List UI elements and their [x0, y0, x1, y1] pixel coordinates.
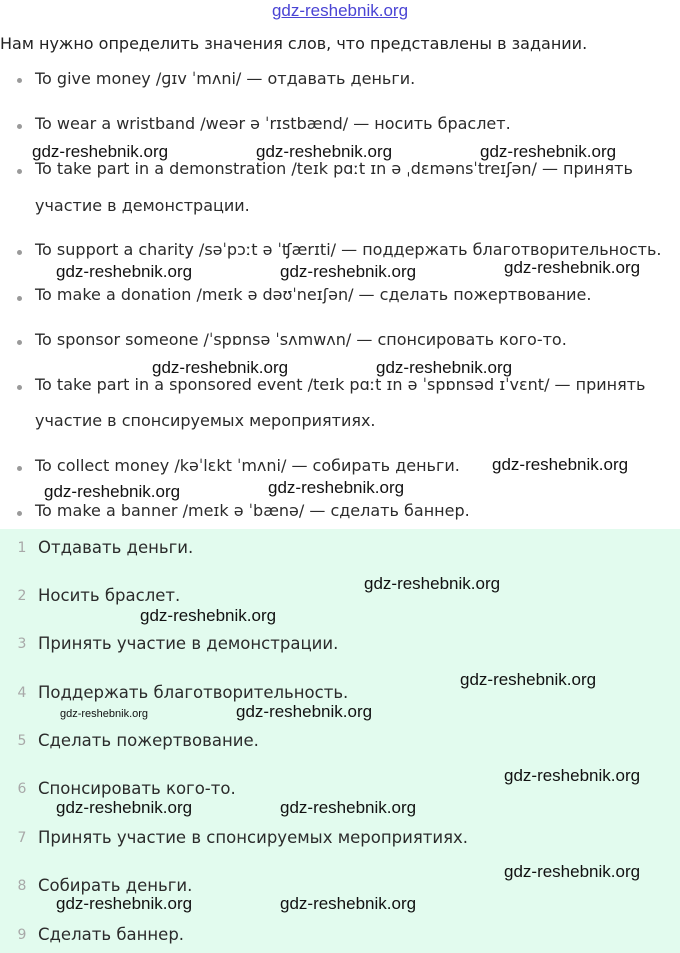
answer-text: Собирать деньги. — [38, 876, 193, 895]
watermark: gdz-reshebnik.org — [504, 258, 641, 277]
watermark: gdz-reshebnik.org — [280, 798, 417, 817]
intro-text: Нам нужно определить значения слов, что представлены в задании. — [0, 34, 588, 53]
watermark: gdz-reshebnik.org — [60, 708, 149, 720]
bullet-dot — [17, 466, 22, 471]
answer-number: 6 — [17, 781, 27, 797]
watermark: gdz-reshebnik.org — [492, 455, 629, 474]
bullet-dot — [17, 296, 22, 301]
watermark: gdz-reshebnik.org — [504, 766, 641, 785]
watermark: gdz-reshebnik.org — [376, 358, 513, 377]
watermark: gdz-reshebnik.org — [236, 702, 373, 721]
answer-text: Отдавать деньги. — [38, 538, 194, 557]
watermark: gdz-reshebnik.org — [480, 142, 617, 161]
list-item: To take part in a sponsored event /teɪk pɑːt ɪn ə ˈspɒnsəd ɪˈvɛnt/ — принять — [35, 375, 646, 394]
answer-text: Спонсировать кого-то. — [38, 779, 236, 798]
watermark: gdz-reshebnik.org — [364, 574, 501, 593]
watermark: gdz-reshebnik.org — [504, 862, 641, 881]
answer-row — [0, 823, 680, 853]
list-item-continuation: участие в спонсируемых мероприятиях. — [35, 411, 376, 430]
answer-number: 1 — [17, 540, 27, 556]
bullet-dot — [17, 385, 22, 390]
site-title-link[interactable]: gdz-reshebnik.org — [271, 1, 409, 20]
watermark: gdz-reshebnik.org — [32, 142, 169, 161]
watermark: gdz-reshebnik.org — [56, 894, 193, 913]
answer-row — [0, 581, 680, 611]
list-item: To make a banner /meɪk ə ˈbænə/ — сделать баннер. — [35, 501, 470, 520]
answer-row — [0, 533, 680, 563]
watermark: gdz-reshebnik.org — [460, 670, 597, 689]
watermark: gdz-reshebnik.org — [152, 358, 289, 377]
answers-panel — [0, 529, 680, 953]
answer-text: Принять участие в демонстрации. — [38, 634, 339, 653]
watermark: gdz-reshebnik.org — [56, 262, 193, 281]
list-item: To sponsor someone /ˈspɒnsə ˈsʌmwʌn/ — спонсировать кого-то. — [35, 330, 567, 349]
answer-row — [0, 629, 680, 659]
answer-text: Носить браслет. — [38, 586, 181, 605]
watermark: gdz-reshebnik.org — [44, 482, 181, 501]
answer-text: Поддержать благотворительность. — [38, 683, 349, 702]
list-item: To wear a wristband /weər ə ˈrɪstbænd/ — носить браслет. — [35, 114, 511, 133]
bullet-dot — [17, 340, 22, 345]
answer-number: 7 — [17, 830, 27, 846]
answer-text: Принять участие в спонсируемых мероприятиях. — [38, 828, 469, 847]
answer-number: 2 — [17, 588, 27, 604]
answer-row — [0, 726, 680, 756]
watermark: gdz-reshebnik.org — [280, 262, 417, 281]
bullet-dot — [17, 250, 22, 255]
watermark: gdz-reshebnik.org — [268, 478, 405, 497]
watermark: gdz-reshebnik.org — [256, 142, 393, 161]
bullet-dot — [17, 169, 22, 174]
answer-row — [0, 920, 680, 950]
answer-number: 8 — [17, 878, 27, 894]
bullet-dot — [17, 124, 22, 129]
watermark: gdz-reshebnik.org — [140, 606, 277, 625]
list-item: To collect money /kəˈlɛkt ˈmʌni/ — собирать деньги. — [35, 456, 460, 475]
answer-number: 4 — [17, 685, 27, 701]
answer-text: Сделать пожертвование. — [38, 731, 259, 750]
answer-text: Сделать баннер. — [38, 925, 185, 944]
answer-number: 3 — [17, 636, 27, 652]
watermark: gdz-reshebnik.org — [56, 798, 193, 817]
bullet-dot — [17, 511, 22, 516]
list-item: To take part in a demonstration /teɪk pɑːt ɪn ə ˌdɛmənsˈtreɪʃən/ — принять — [35, 159, 633, 178]
answer-number: 5 — [17, 733, 27, 749]
bullet-dot — [17, 78, 22, 83]
list-item: To give money /ɡɪv ˈmʌni/ — отдавать деньги. — [35, 69, 416, 88]
list-item: To support a charity /səˈpɔːt ə ˈʧærɪti/ — поддержать благотворительность. — [35, 240, 662, 259]
list-item-continuation: участие в демонстрации. — [35, 196, 250, 215]
watermark: gdz-reshebnik.org — [280, 894, 417, 913]
answer-number: 9 — [17, 927, 27, 943]
list-item: To make a donation /meɪk ə dəʊˈneɪʃən/ — сделать пожертвование. — [35, 285, 592, 304]
